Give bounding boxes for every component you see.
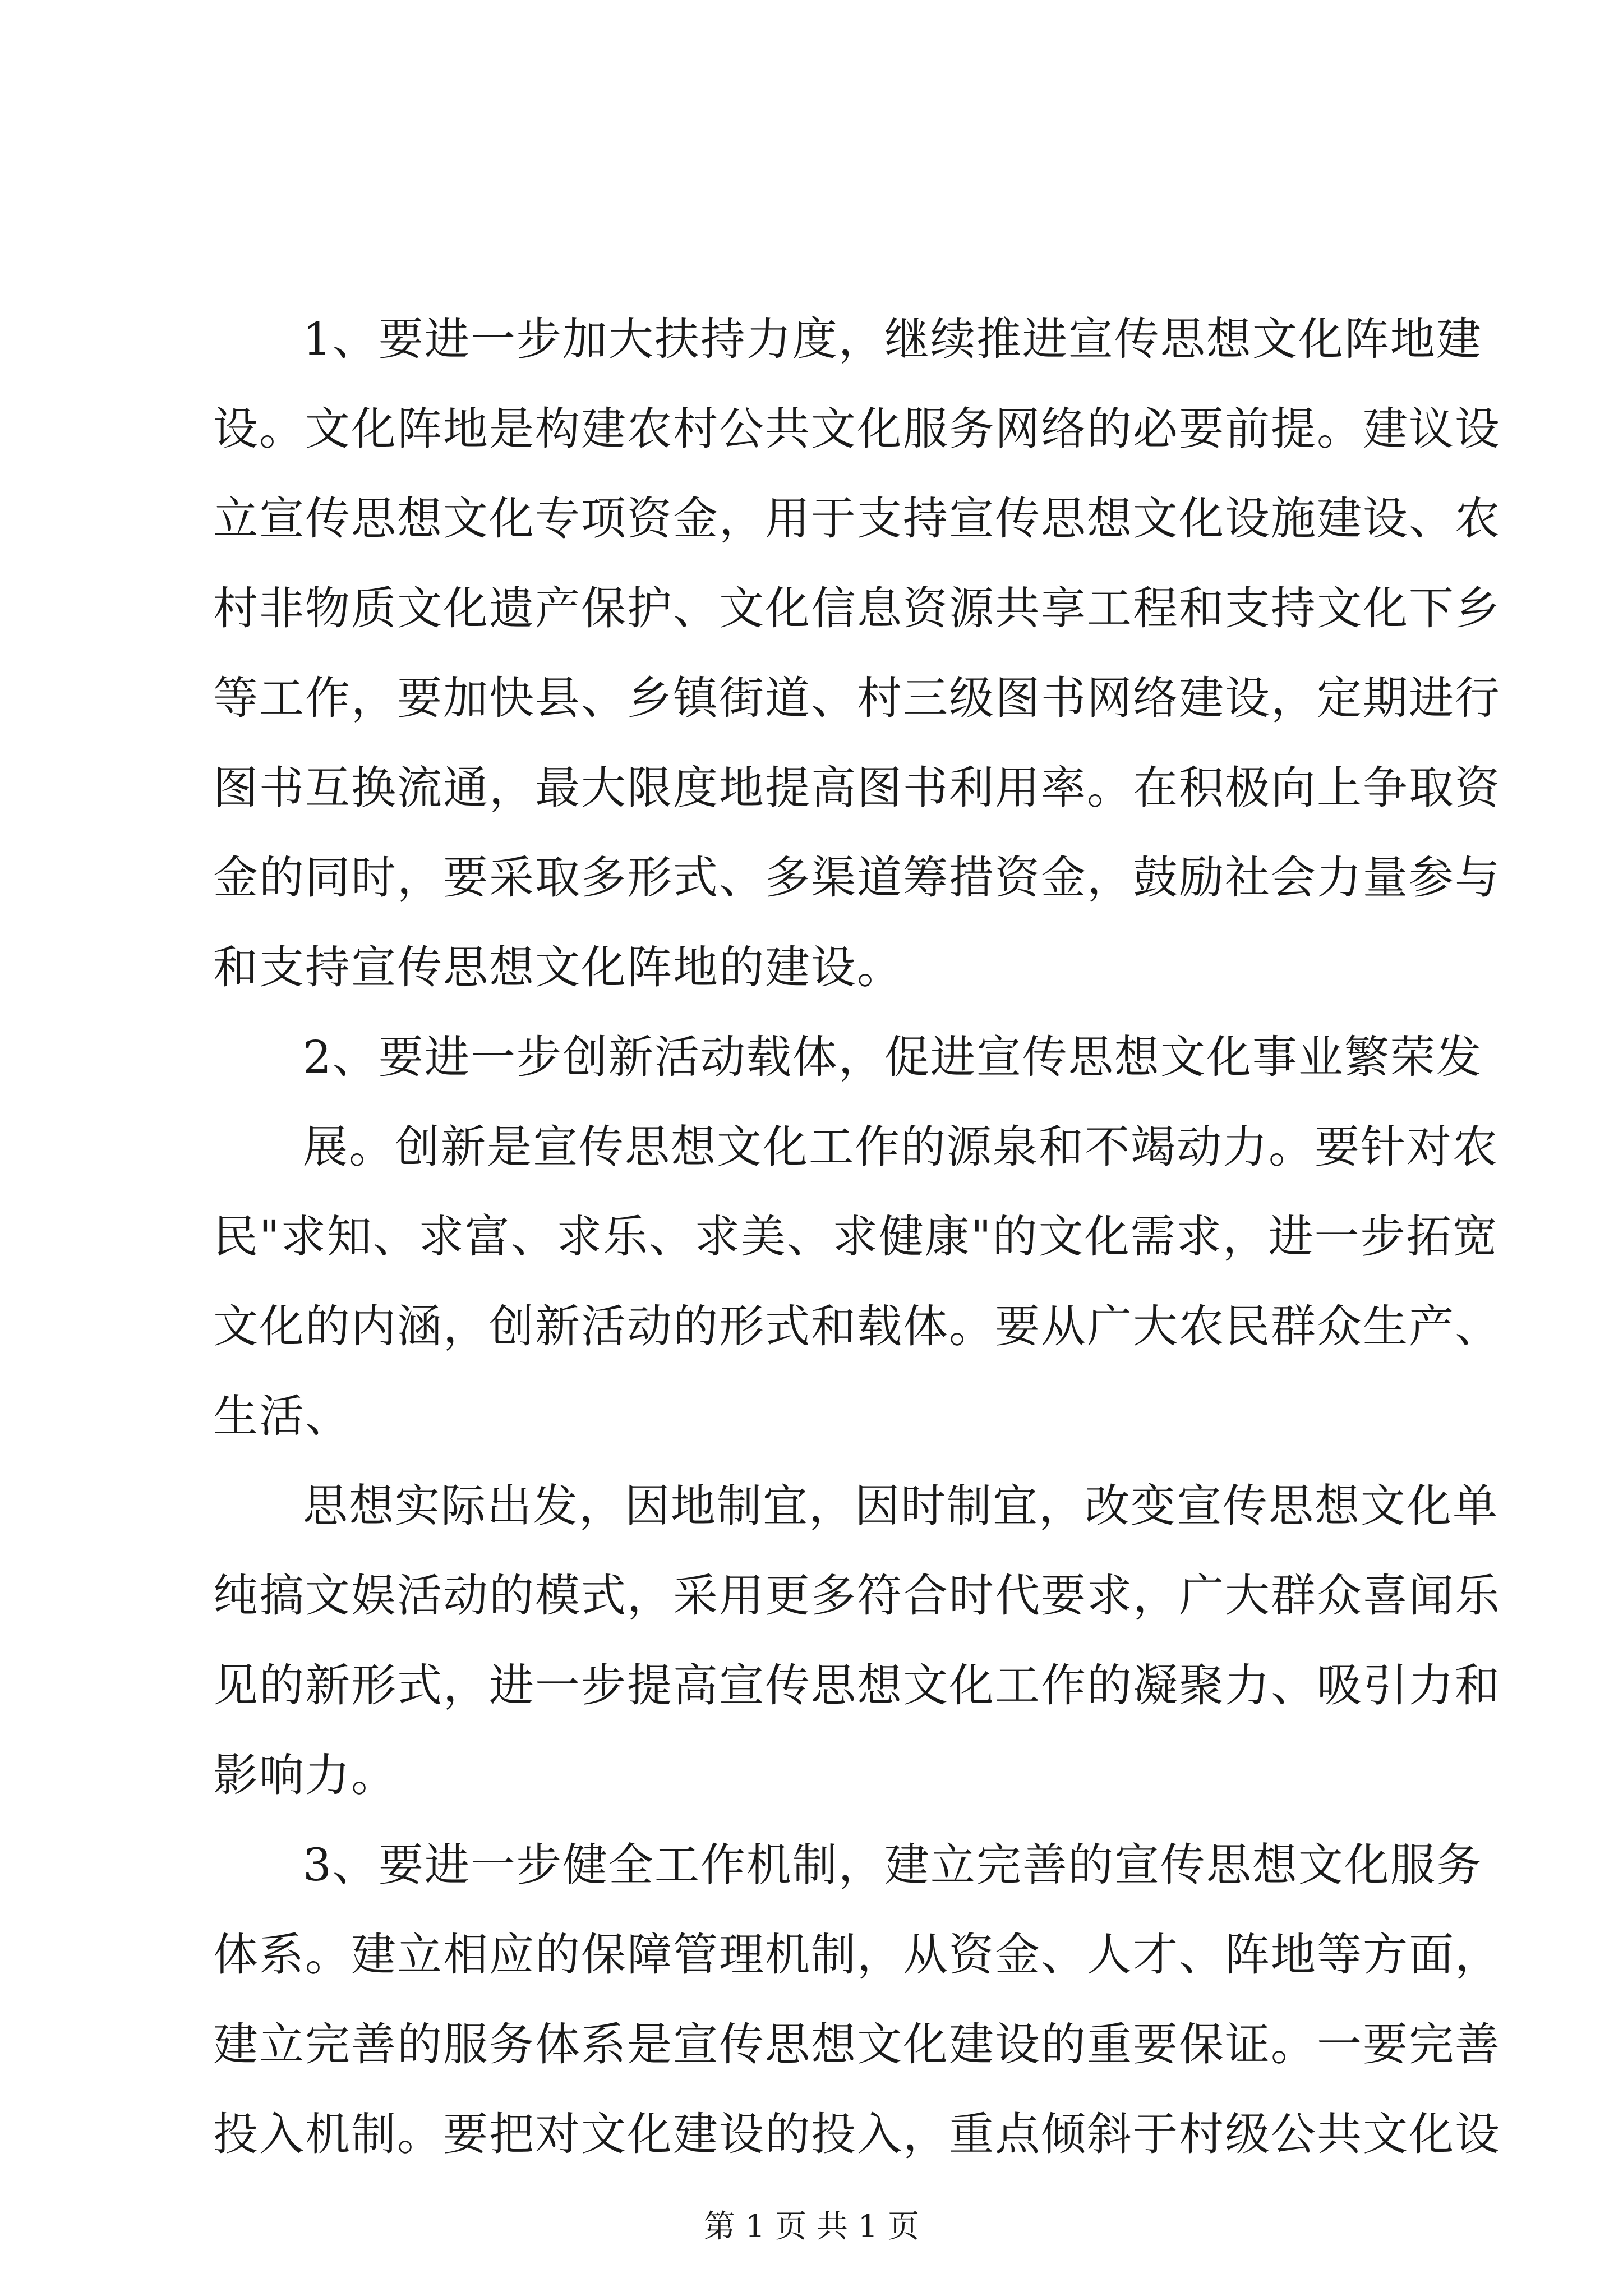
paragraph-1-line-3: 立宣传思想文化专项资金，用于支持宣传思想文化设施建设、农 xyxy=(213,493,1501,545)
paragraph-1-line-8: 和支持宣传思想文化阵地的建设。 xyxy=(213,941,903,993)
paragraph-1-line-5: 等工作，要加快县、乡镇街道、村三级图书网络建设，定期进行 xyxy=(213,672,1501,724)
paragraph-1-line-2: 设。文化阵地是构建农村公共文化服务网络的必要前提。建议设 xyxy=(213,403,1501,455)
paragraph-2-line-3: 民"求知、求富、求乐、求美、求健康"的文化需求，进一步拓宽 xyxy=(213,1211,1498,1263)
paragraph-4-line-3: 建立完善的服务体系是宣传思想文化建设的重要保证。一要完善 xyxy=(213,2018,1501,2070)
paragraph-2-line-2: 展。创新是宣传思想文化工作的源泉和不竭动力。要针对农 xyxy=(303,1121,1498,1173)
paragraph-2-line-1: 2、要进一步创新活动载体，促进宣传思想文化事业繁荣发 xyxy=(303,1031,1482,1083)
paragraph-1-line-7: 金的同时，要采取多形式、多渠道筹措资金，鼓励社会力量参与 xyxy=(213,852,1501,904)
paragraph-3-line-2: 纯搞文娱活动的模式，采用更多符合时代要求，广大群众喜闻乐 xyxy=(213,1570,1501,1622)
paragraph-3-line-1: 思想实际出发，因地制宜，因时制宜，改变宣传思想文化单 xyxy=(303,1480,1498,1532)
paragraph-4-line-4: 投入机制。要把对文化建设的投入，重点倾斜于村级公共文化设 xyxy=(213,2108,1501,2160)
paragraph-2-line-5: 生活、 xyxy=(213,1390,351,1442)
paragraph-1-line-6: 图书互换流通，最大限度地提高图书利用率。在积极向上争取资 xyxy=(213,762,1501,814)
paragraph-3-line-4: 影响力。 xyxy=(213,1749,397,1801)
paragraph-2-line-4: 文化的内涵，创新活动的形式和载体。要从广大农民群众生产、 xyxy=(213,1300,1501,1352)
paragraph-4-line-1: 3、要进一步健全工作机制，建立完善的宣传思想文化服务 xyxy=(303,1839,1482,1891)
paragraph-1-line-4: 村非物质文化遗产保护、文化信息资源共享工程和支持文化下乡 xyxy=(213,582,1501,634)
paragraph-4-line-2: 体系。建立相应的保障管理机制，从资金、人才、阵地等方面， xyxy=(213,1929,1501,1981)
paragraph-1-line-1: 1、要进一步加大扶持力度，继续推进宣传思想文化阵地建 xyxy=(303,313,1482,365)
paragraph-3-line-3: 见的新形式，进一步提高宣传思想文化工作的凝聚力、吸引力和 xyxy=(213,1659,1501,1711)
page-footer: 第 1 页 共 1 页 xyxy=(703,2208,920,2245)
